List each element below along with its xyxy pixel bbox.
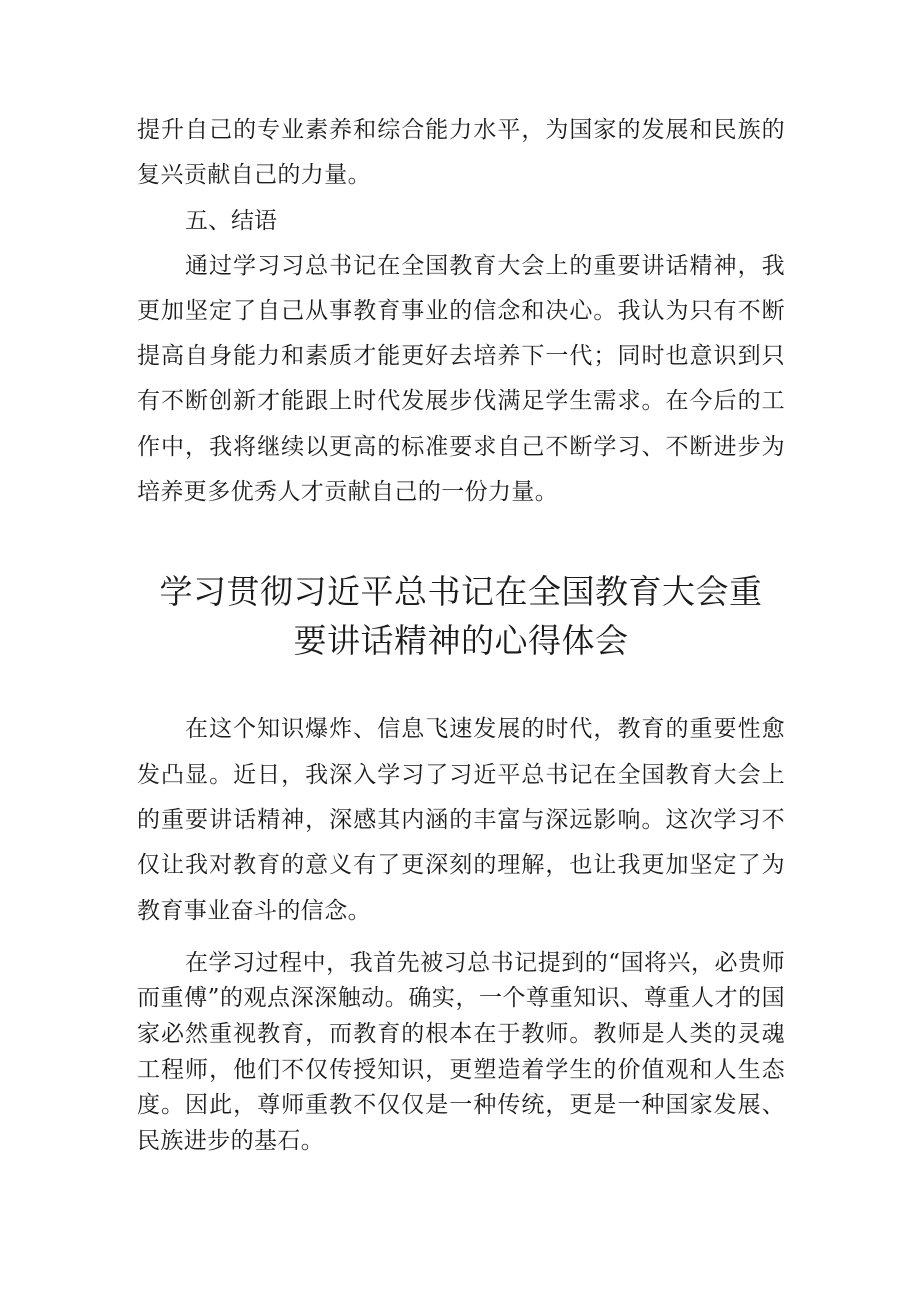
article-title-line-1: 学习贯彻习近平总书记在全国教育大会重 [159,572,763,612]
document-content [137,108,785,1159]
body-paragraph-2: 在学习过程中，我首先被习总书记提到的“国将兴，必贵师而重傅”的观点深深触动。确实，一个尊重知识、尊重人才的国家必然重视教育，而教育的根本在于教师。教师是人类的灵魂工程师，他们不仅传授知识，更塑造着学生的价值观和人生态度。因此，尊师重教不仅仅是一种传统，更是一种国家发展、民族进步的基石。 [137,949,785,1154]
article-title-line-2: 要讲话精神的心得体会 [293,621,629,661]
body-paragraph-1: 在这个知识爆炸、信息飞速发展的时代，教育的重要性愈发凸显。近日，我深入学习了习近平总书记在全国教育大会上的重要讲话精神，深感其内涵的丰富与深远影响。这次学习不仅让我对教育的意义有了更深刻的理解，也让我更加坚定了为教育事业奋斗的信念。 [137,716,785,924]
conclusion-paragraph: 通过学习习总书记在全国教育大会上的重要讲话精神，我更加坚定了自己从事教育事业的信念和决心。我认为只有不断提高自身能力和素质才能更好去培养下一代；同时也意识到只有不断创新才能跟上时代发展步伐满足学生需求。在今后的工作中，我将继续以更高的标准要求自己不断学习、不断进步为培养更多优秀人才贡献自己的一份力量。 [137,252,785,506]
continuation-paragraph: 提升自己的专业素养和综合能力水平，为国家的发展和民族的复兴贡献自己的力量。 [137,117,785,189]
section-heading: 五、结语 [185,207,277,234]
article-title [137,567,785,665]
